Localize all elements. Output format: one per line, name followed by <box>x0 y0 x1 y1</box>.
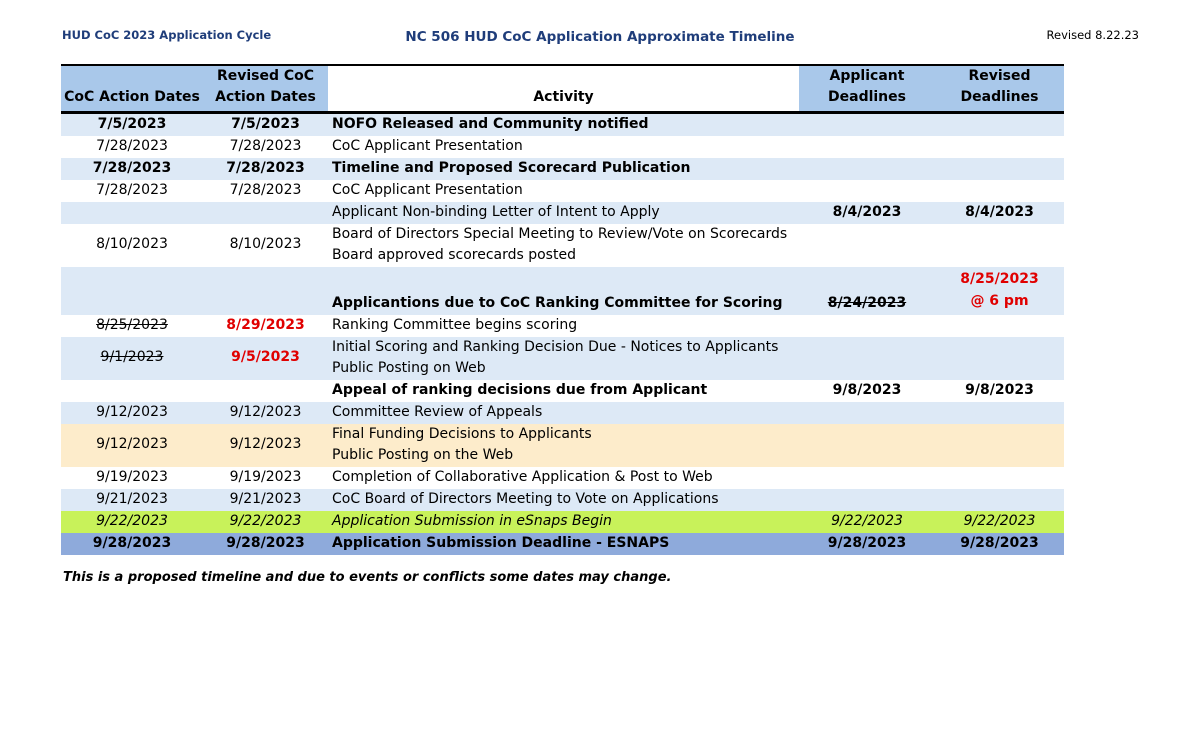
cycle-label: HUD CoC 2023 Application Cycle <box>62 28 272 42</box>
coc-date: 7/5/2023 <box>97 116 167 132</box>
activity: Applicant Non-binding Letter of Intent to Apply <box>332 203 660 220</box>
coc-date: 9/22/2023 <box>96 512 168 529</box>
activity: Board of Directors Special Meeting to Review/Vote on Scorecards Board approved scorecards posted <box>332 225 788 263</box>
revised-deadline <box>935 402 1064 424</box>
applicant-deadline <box>799 158 935 180</box>
revised-deadline <box>935 113 1064 136</box>
col-applicant-deadlines: Applicant Deadlines <box>799 65 935 113</box>
activity: Appeal of ranking decisions due from Applicant <box>332 381 708 398</box>
revised-deadline <box>935 180 1064 202</box>
table-row <box>61 315 1064 337</box>
table-row <box>61 533 1064 555</box>
activity: Application Submission in eSnaps Begin <box>332 512 612 529</box>
revised-deadline <box>935 224 1064 267</box>
coc-date: 7/28/2023 <box>96 137 168 154</box>
revised-coc-date: 7/28/2023 <box>229 181 302 198</box>
revised-deadline: 9/8/2023 <box>965 381 1034 398</box>
table-row <box>61 424 1064 467</box>
table-row <box>61 511 1064 533</box>
applicant-deadline <box>799 136 935 158</box>
table-row <box>61 402 1064 424</box>
applicant-deadline <box>799 113 935 136</box>
table-row <box>61 136 1064 158</box>
activity: Final Funding Decisions to Applicants Public Posting on the Web <box>332 425 592 463</box>
revised-coc-date: 9/12/2023 <box>229 403 302 420</box>
activity: Ranking Committee begins scoring <box>332 316 578 333</box>
revised-coc-date: 8/29/2023 <box>226 316 305 333</box>
coc-date: 8/10/2023 <box>96 236 168 253</box>
coc-date <box>61 267 203 315</box>
revised-coc-date: 9/19/2023 <box>229 468 302 485</box>
activity: Committee Review of Appeals <box>332 403 543 420</box>
coc-date: 9/12/2023 <box>96 403 168 420</box>
applicant-deadline <box>799 424 935 467</box>
revised-coc-date: 8/10/2023 <box>229 236 302 253</box>
activity: NOFO Released and Community notified <box>332 116 649 132</box>
table-row <box>61 202 1064 224</box>
revised-deadline <box>935 136 1064 158</box>
revised-deadline: 8/4/2023 <box>965 203 1034 220</box>
applicant-deadline: 9/8/2023 <box>832 381 902 398</box>
applicant-deadline: 9/22/2023 <box>831 512 903 529</box>
table-row <box>61 224 1064 267</box>
revised-date: Revised 8.22.23 <box>1046 28 1139 42</box>
applicant-deadline <box>799 180 935 202</box>
revised-coc-date: 9/5/2023 <box>231 349 300 366</box>
table-header <box>61 65 1064 113</box>
coc-date: 9/19/2023 <box>96 468 168 485</box>
applicant-deadline: 8/4/2023 <box>832 203 902 220</box>
table-row <box>61 158 1064 180</box>
table-row <box>61 337 1064 380</box>
coc-date: 9/12/2023 <box>96 436 168 453</box>
table-row <box>61 180 1064 202</box>
coc-date <box>61 202 203 224</box>
revised-coc-date <box>203 267 328 315</box>
applicant-deadline <box>799 315 935 337</box>
coc-date: 9/21/2023 <box>96 490 168 507</box>
revised-deadline <box>935 489 1064 511</box>
revised-deadline <box>935 315 1064 337</box>
coc-date <box>61 380 203 402</box>
coc-date: 9/28/2023 <box>92 534 172 551</box>
revised-coc-date: 7/5/2023 <box>231 116 300 132</box>
footer-note: This is a proposed timeline and due to events or conflicts some dates may change. <box>63 570 672 585</box>
revised-deadline <box>935 337 1064 380</box>
activity: Completion of Collaborative Application & Post to Web <box>332 468 713 485</box>
activity: Application Submission Deadline - ESNAPS <box>332 534 670 551</box>
col-coc-action-dates: CoC Action Dates <box>61 65 203 113</box>
table-row <box>61 489 1064 511</box>
table-row <box>61 113 1064 136</box>
revised-coc-date: 9/21/2023 <box>229 490 302 507</box>
applicant-deadline: 8/24/2023 <box>827 295 907 311</box>
applicant-deadline: 9/28/2023 <box>827 534 907 551</box>
revised-deadline: 9/22/2023 <box>963 512 1036 529</box>
table-row <box>61 267 1064 315</box>
coc-date: 7/28/2023 <box>96 181 168 198</box>
activity: Applicantions due to CoC Ranking Committee for Scoring <box>332 295 783 311</box>
activity: CoC Applicant Presentation <box>332 137 523 154</box>
activity: Timeline and Proposed Scorecard Publication <box>332 159 691 176</box>
applicant-deadline <box>799 489 935 511</box>
revised-deadline <box>935 424 1064 467</box>
revised-deadline <box>935 467 1064 489</box>
revised-coc-date: 7/28/2023 <box>226 159 305 176</box>
revised-deadline: 9/28/2023 <box>960 534 1039 551</box>
revised-coc-date <box>203 202 328 224</box>
applicant-deadline <box>799 337 935 380</box>
activity: CoC Board of Directors Meeting to Vote on Applications <box>332 490 719 507</box>
revised-deadline: 8/25/2023 @ 6 pm <box>960 271 1039 309</box>
applicant-deadline <box>799 224 935 267</box>
revised-deadline <box>935 158 1064 180</box>
timeline-table <box>61 64 1064 555</box>
revised-coc-date: 7/28/2023 <box>229 137 302 154</box>
col-activity: Activity <box>328 65 799 113</box>
col-revised-deadlines: Revised Deadlines <box>935 65 1064 113</box>
table-row <box>61 467 1064 489</box>
revised-coc-date: 9/12/2023 <box>229 436 302 453</box>
revised-coc-date <box>203 380 328 402</box>
applicant-deadline <box>799 467 935 489</box>
table-row <box>61 380 1064 402</box>
coc-date: 8/25/2023 <box>96 316 168 333</box>
activity: CoC Applicant Presentation <box>332 181 523 198</box>
revised-coc-date: 9/28/2023 <box>226 534 305 551</box>
coc-date: 9/1/2023 <box>100 349 164 366</box>
coc-date: 7/28/2023 <box>92 159 172 176</box>
activity: Initial Scoring and Ranking Decision Due - Notices to Applicants Public Posting on Web <box>332 338 779 376</box>
page-title: NC 506 HUD CoC Application Approximate Timeline <box>405 29 795 45</box>
revised-coc-date: 9/22/2023 <box>229 512 302 529</box>
applicant-deadline <box>799 402 935 424</box>
col-revised-coc-action-dates: Revised CoC Action Dates <box>203 65 328 113</box>
